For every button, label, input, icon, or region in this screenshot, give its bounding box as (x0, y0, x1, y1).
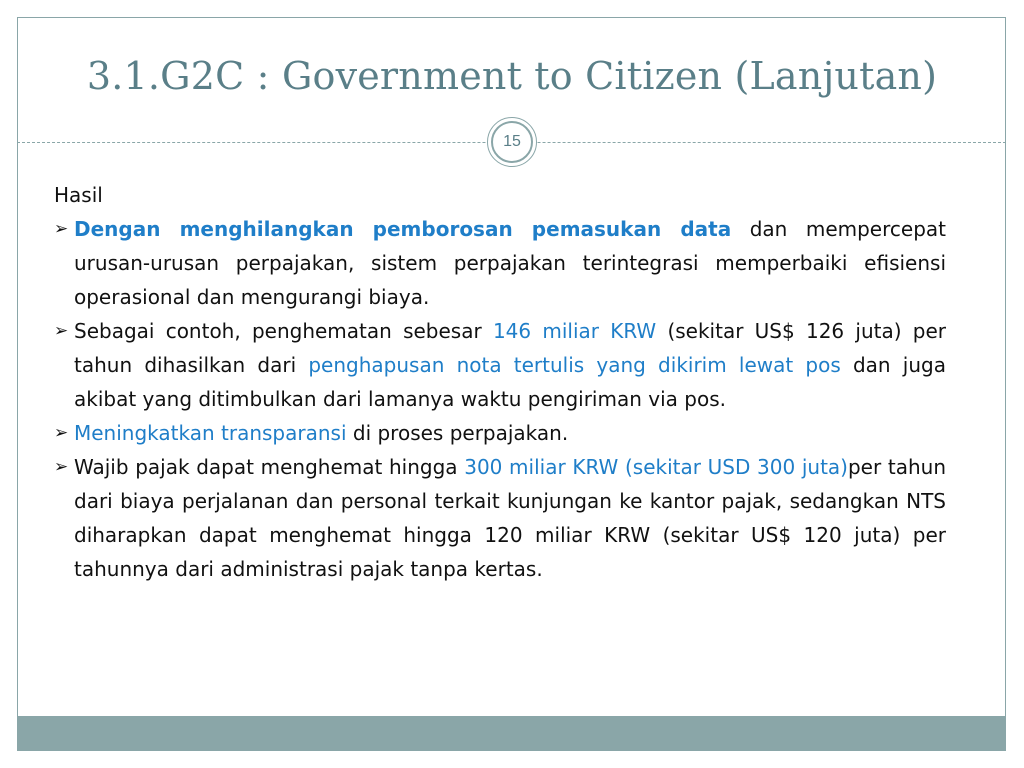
body-text: di proses perpajakan. (346, 421, 569, 445)
page-number: 15 (491, 121, 533, 163)
body-text: dan mempercepat urusan-urusan perpajakan, sistem perpajakan terintegrasi memperbaiki efisiensi operasional dan mengurangi biaya. (74, 217, 946, 309)
highlight-text: 146 miliar KRW (492, 319, 657, 343)
arrow-bullet-icon: ➢ (54, 423, 69, 443)
body-text: (sekitar US$ 126 juta) per tahun dihasilkan dari (74, 319, 946, 377)
bullet-item (54, 212, 946, 314)
arrow-bullet-icon: ➢ (54, 457, 69, 477)
arrow-bullet-icon: ➢ (54, 321, 69, 341)
slide-body (54, 178, 946, 586)
section-heading: Hasil (54, 183, 103, 207)
page-number-badge (487, 117, 537, 167)
footer-bar (17, 716, 1006, 751)
body-text: Wajib pajak dapat menghemat hingga (74, 455, 465, 479)
bullet-item (54, 416, 946, 450)
bullet-list (54, 212, 946, 586)
highlight-text: penghapusan nota tertulis yang dikirim lewat pos (308, 353, 841, 377)
body-text: Sebagai contoh, penghematan sebesar (74, 319, 493, 343)
bullet-item (54, 450, 946, 586)
slide-title: 3.1.G2C : Government to Citizen (Lanjutan) (86, 54, 938, 98)
body-text: dan juga akibat yang ditimbulkan dari lamanya waktu pengiriman via pos. (74, 353, 946, 411)
bullet-item (54, 314, 946, 416)
body-text: per tahun dari biaya perjalanan dan personal terkait kunjungan ke kantor pajak, sedangkan NTS diharapkan dapat menghemat hingga 120 miliar KRW (sekitar US$ 120 juta) per tahunnya dari administrasi pajak tanpa kertas. (74, 455, 946, 581)
highlight-text: Meningkatkan transparansi (74, 421, 347, 445)
highlight-text: 300 miliar KRW (sekitar USD 300 juta) (464, 455, 848, 479)
highlight-text: Dengan menghilangkan pemborosan pemasukan data (74, 217, 732, 241)
arrow-bullet-icon: ➢ (54, 219, 69, 239)
